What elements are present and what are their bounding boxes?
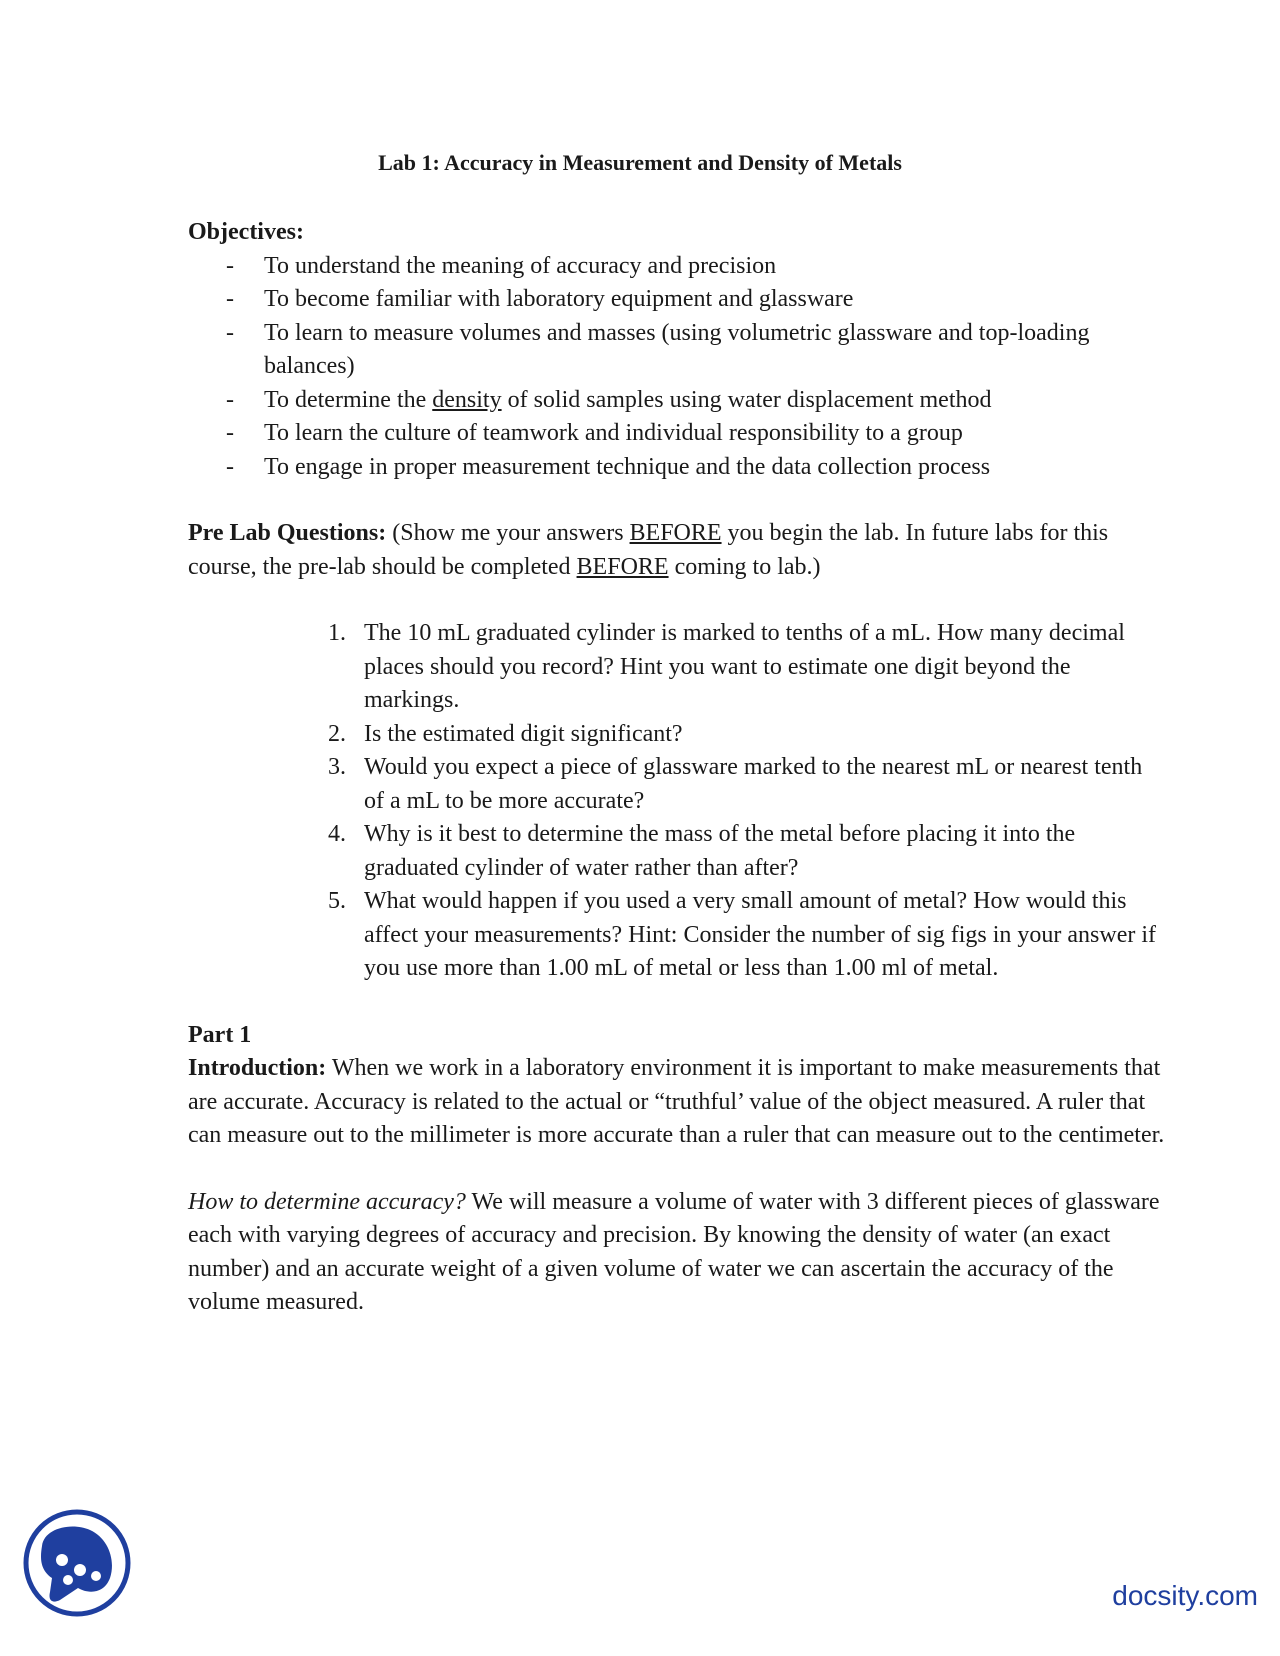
bullet-dash: - [226,252,234,279]
list-item: - To understand the meaning of accuracy and precision [188,250,1168,284]
emphasis-before-1: BEFORE [629,520,722,546]
list-item: - To become familiar with laboratory equipment and glassware [188,283,1168,317]
docsity-logo-icon[interactable] [22,1508,132,1618]
accuracy-paragraph: How to determine accuracy? We will measure a volume of water with 3 different pieces of glassware each with varying degrees of accuracy and precision. By knowing the density of water (an exact number) and an accurate weight of a given volume of water we can ascertain the accuracy of the volume measured. [188,1188,1160,1315]
bullet-dash: - [226,420,234,446]
prelab-paragraph: Pre Lab Questions: (Show me your answers BEFORE you begin the lab. In future labs for this course, the pre-lab should be completed BEFORE coming to lab.) [188,520,1109,580]
list-item: - To determine the density of solid samples using water displacement method [188,384,1168,418]
emphasis-before-2: BEFORE [576,553,669,580]
list-item: - To engage in proper measurement technique and the data collection process [188,451,1168,485]
introduction-label: Introduction: [188,1055,327,1081]
introduction-paragraph: Introduction: When we work in a laboratory environment it is important to make measurements that are accurate. Accuracy is related to the actual or “truthful’ value of the object measured. A ruler that can measure out to the millimeter is more accurate than a ruler that can measure out to the centimeter. [188,1055,1165,1148]
bullet-dash: - [226,453,234,480]
list-item: - To learn the culture of teamwork and individual responsibility to a group [188,417,1168,451]
objectives-list [188,250,1168,485]
bullet-dash: - [226,386,234,413]
document-body [188,216,1168,1320]
part1-heading: Part 1 [188,1021,252,1048]
question-item: 2. Is the estimated digit significant? [328,720,683,747]
docsity-brand-link[interactable]: docsity.com [1112,1580,1258,1611]
prelab-questions-list [188,617,1168,986]
question-item: 5. What would happen if you used a very small amount of metal? How would this affect your measurements? Hint: Consider the number of sig figs in your answer if you use more than 1.00 mL of metal or less than 1.00 ml of metal. [328,888,1157,981]
underlined-term: density [432,386,502,413]
bullet-dash: - [226,286,234,312]
question-item: 1. The 10 mL graduated cylinder is marked to tenths of a mL. How many decimal places should you record? Hint you want to estimate one digit beyond the markings. [328,620,1125,713]
prelab-heading: Pre Lab Questions: [188,520,387,546]
accuracy-question-label: How to determine accuracy? [188,1188,466,1215]
page-title: Lab 1: Accuracy in Measurement and Density of Metals [378,150,902,175]
bullet-dash: - [226,319,234,346]
objectives-heading: Objectives: [188,219,304,245]
question-item: 3. Would you expect a piece of glassware marked to the nearest mL or nearest tenth of a mL to be more accurate? [328,754,1143,814]
question-item: 4. Why is it best to determine the mass of the metal before placing it into the graduated cylinder of water rather than after? [328,821,1076,881]
list-item: - To learn to measure volumes and masses (using volumetric glassware and top-loading balances) [188,317,1168,384]
